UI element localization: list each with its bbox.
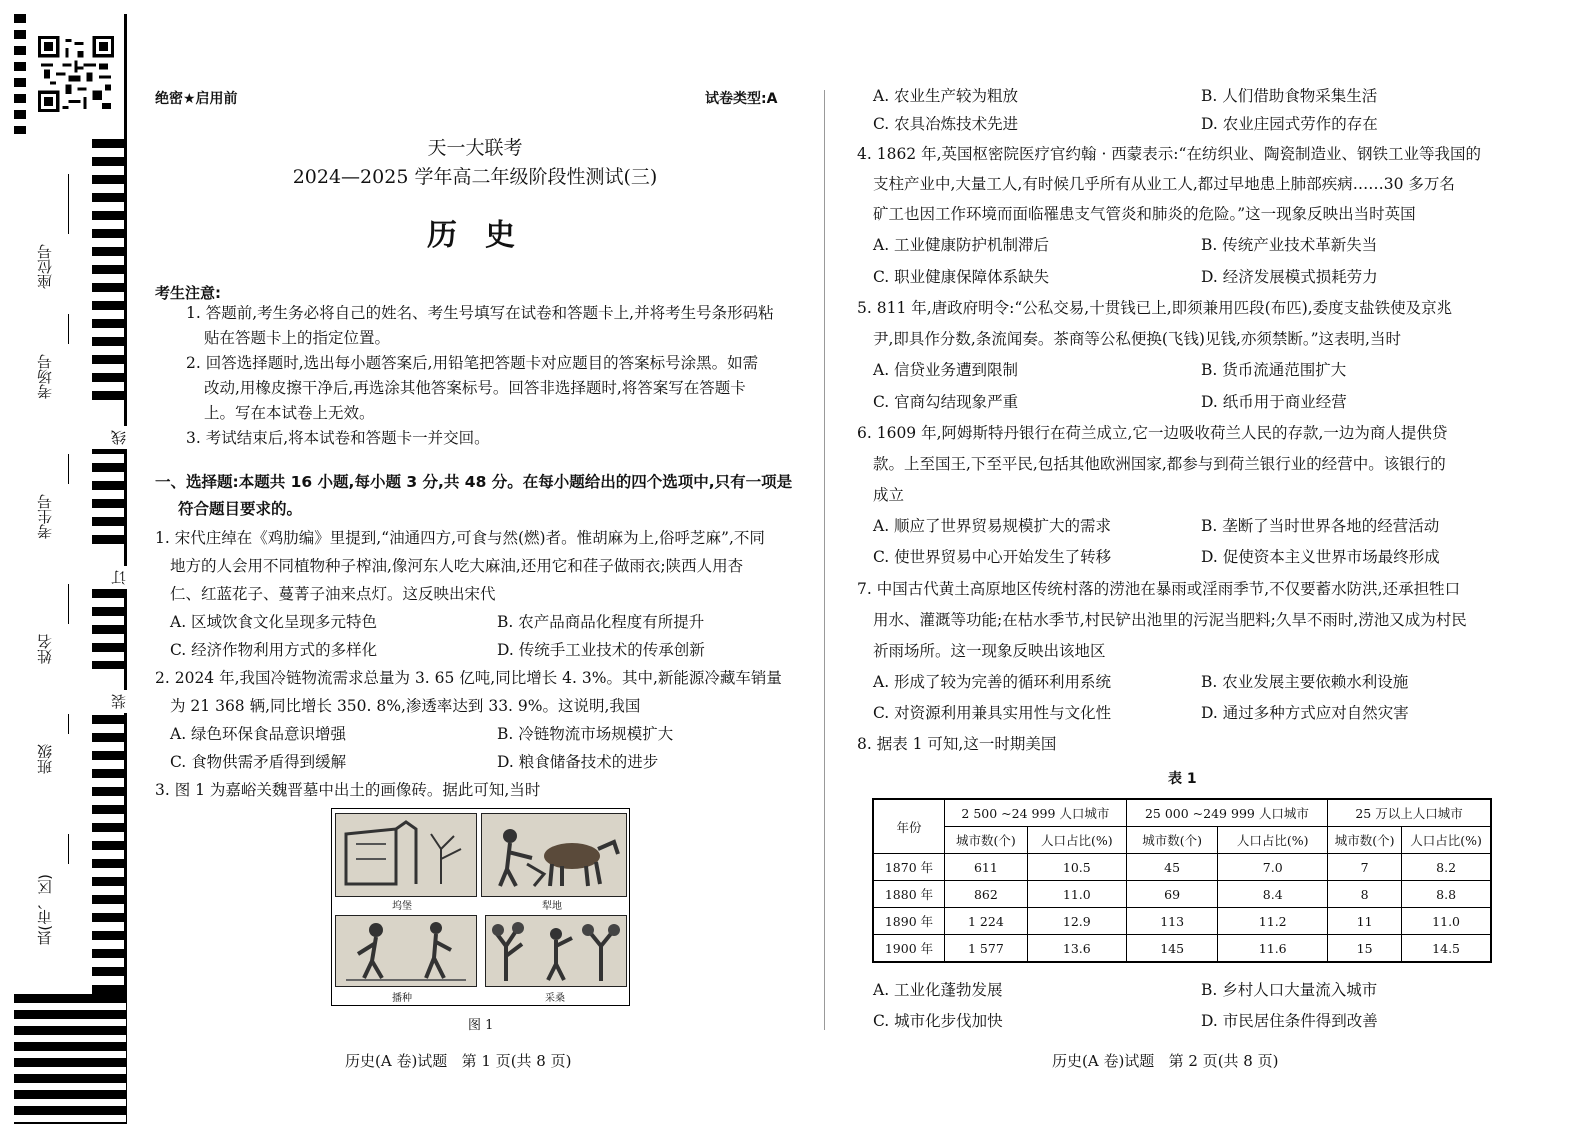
q6-stem: 款。上至国王,下至平民,包括其他欧洲国家,都参与到荷兰银行业的经营中。该银行的 — [873, 455, 1446, 473]
q4-stem: 支柱产业中,大量工人,有时候几乎所有从业工人,都过早地患上肺部疾病……30 多万名 — [873, 175, 1455, 193]
field-label: 考生号 — [36, 494, 54, 539]
notice-line: 贴在答题卡上的指定位置。 — [204, 329, 391, 347]
table-header-year: 年份 — [873, 799, 945, 854]
q8-stem: 8. 据表 1 可知,这一时期美国 — [857, 735, 1057, 753]
brick-painting-fort — [335, 813, 477, 897]
table-cell: 1870 年 — [873, 854, 945, 881]
q8-option-b[interactable]: B. 乡村人口大量流入城市 — [1201, 981, 1378, 999]
table-row — [873, 908, 1491, 935]
q3-option-a[interactable]: A. 农业生产较为粗放 — [873, 87, 1019, 105]
figure-label: 图 1 — [468, 1018, 494, 1033]
table-header-group: 25 000 ~249 999 人口城市 — [1126, 799, 1327, 827]
q7-option-b[interactable]: B. 农业发展主要依赖水利设施 — [1201, 673, 1409, 691]
table-subheader: 城市数(个) — [1328, 827, 1402, 854]
table-cell: 11.0 — [1402, 908, 1491, 935]
field-label: 考场号 — [36, 354, 54, 399]
notice-line: 1. 答题前,考生务必将自己的姓名、考生号填写在试卷和答题卡上,并将考生号条形码粘 — [186, 304, 774, 322]
table-cell: 113 — [1126, 908, 1218, 935]
q8-option-a[interactable]: A. 工业化蓬勃发展 — [873, 981, 1003, 999]
caption-fort: 坞堡 — [392, 901, 412, 912]
table-cell: 7 — [1328, 854, 1402, 881]
q4-option-c[interactable]: C. 职业健康保障体系缺失 — [873, 268, 1050, 286]
page-divider — [824, 90, 825, 1030]
table-subheader: 人口占比(%) — [1402, 827, 1491, 854]
q6-option-b[interactable]: B. 垄断了当时世界各地的经营活动 — [1201, 517, 1440, 535]
class-field[interactable] — [34, 714, 70, 844]
exam-name: 天一大联考 — [427, 137, 523, 159]
q7-stem: 用水、灌溉等功能;在枯水季节,村民铲出池里的污泥当肥料;久旱不雨时,涝池又成为村民 — [873, 611, 1467, 629]
brick-painting-plowing — [481, 813, 627, 897]
bind-word-line: 线 — [108, 426, 129, 449]
q2-option-b[interactable]: B. 冷链物流市场规模扩大 — [497, 725, 674, 743]
confidential-mark: 绝密★启用前 — [155, 91, 238, 107]
table-cell: 1 577 — [945, 935, 1028, 963]
q6-option-c[interactable]: C. 使世界贸易中心开始发生了转移 — [873, 548, 1112, 566]
q1-option-a[interactable]: A. 区域饮食文化呈现多元特色 — [170, 613, 378, 631]
q8-option-c[interactable]: C. 城市化步伐加快 — [873, 1012, 1003, 1030]
seat-number-field[interactable] — [34, 174, 70, 314]
q3-stem: 3. 图 1 为嘉峪关魏晋墓中出土的画像砖。据此可知,当时 — [155, 781, 541, 799]
bind-word-bind: 装 — [108, 690, 129, 713]
table-subheader: 城市数(个) — [1126, 827, 1218, 854]
q7-stem: 祈雨场所。这一现象反映出该地区 — [873, 642, 1106, 660]
q1-option-c[interactable]: C. 经济作物利用方式的多样化 — [170, 641, 378, 659]
table-cell: 45 — [1126, 854, 1218, 881]
notice-line: 2. 回答选择题时,选出每小题答案后,用铅笔把答题卡对应题目的答案标号涂黑。如需 — [186, 354, 759, 372]
table-cell: 11 — [1328, 908, 1402, 935]
q1-stem: 1. 宋代庄绰在《鸡肋编》里提到,“油通四方,可食与然(燃)者。惟胡麻为上,俗呼芝麻”,不同 — [155, 529, 765, 547]
table-cell: 1 224 — [945, 908, 1028, 935]
notice-heading: 考生注意: — [155, 284, 221, 302]
table-cell: 10.5 — [1027, 854, 1126, 881]
q6-stem: 6. 1609 年,阿姆斯特丹银行在荷兰成立,它一边吸收荷兰人民的存款,一边为商人提供贷 — [857, 424, 1448, 442]
q1-stem: 仁、红蓝花子、蔓菁子油来点灯。这反映出宋代 — [170, 585, 496, 603]
table-cell: 611 — [945, 854, 1028, 881]
q4-option-d[interactable]: D. 经济发展模式损耗劳力 — [1201, 268, 1378, 286]
q7-option-a[interactable]: A. 形成了较为完善的循环利用系统 — [873, 673, 1112, 691]
table-title: 表 1 — [1168, 771, 1197, 787]
brick-painting-sowing — [335, 915, 477, 987]
q5-option-a[interactable]: A. 信贷业务遭到限制 — [873, 361, 1019, 379]
q3-option-b[interactable]: B. 人们借助食物采集生活 — [1201, 87, 1378, 105]
q1-option-d[interactable]: D. 传统手工业技术的传承创新 — [497, 641, 705, 659]
table-cell: 1880 年 — [873, 881, 945, 908]
table-cell: 13.6 — [1027, 935, 1126, 963]
table-cell: 8 — [1328, 881, 1402, 908]
q2-option-c[interactable]: C. 食物供需矛盾得到缓解 — [170, 753, 347, 771]
table-cell: 8.4 — [1218, 881, 1328, 908]
qr-code-icon — [38, 36, 114, 112]
q6-option-a[interactable]: A. 顺应了世界贸易规模扩大的需求 — [873, 517, 1112, 535]
table-row — [873, 881, 1491, 908]
q6-option-d[interactable]: D. 促使资本主义世界市场最终形成 — [1201, 548, 1440, 566]
caption-plowing: 犁地 — [542, 901, 562, 912]
table-cell: 69 — [1126, 881, 1218, 908]
q2-stem: 2. 2024 年,我国冷链物流需求总量为 3. 65 亿吨,同比增长 4. 3%。其中,新能源冷藏车销量 — [155, 669, 782, 687]
data-table — [872, 798, 1492, 963]
notice-line: 3. 考试结束后,将本试卷和答题卡一并交回。 — [186, 429, 490, 447]
table-row — [873, 854, 1491, 881]
bind-word-staple: 订 — [108, 566, 129, 589]
section-heading: 一、选择题:本题共 16 小题,每小题 3 分,共 48 分。在每小题给出的四个选项中,只有一项是 — [155, 473, 793, 491]
q2-option-d[interactable]: D. 粮食储备技术的进步 — [497, 753, 659, 771]
table-subheader: 城市数(个) — [945, 827, 1028, 854]
field-label: 姓名 — [36, 634, 54, 664]
q4-option-b[interactable]: B. 传统产业技术革新失当 — [1201, 236, 1378, 254]
q3-option-d[interactable]: D. 农业庄园式劳作的存在 — [1201, 115, 1378, 133]
exam-room-field[interactable] — [34, 314, 70, 444]
binding-strip — [14, 14, 126, 1124]
table-cell: 11.2 — [1218, 908, 1328, 935]
field-label: 班级 — [36, 744, 54, 774]
caption-mulberry: 采桑 — [545, 993, 565, 1004]
q7-option-c[interactable]: C. 对资源利用兼具实用性与文化性 — [873, 704, 1112, 722]
q7-stem: 7. 中国古代黄土高原地区传统村落的涝池在暴雨或淫雨季节,不仅要蓄水防洪,还承担牲口 — [857, 580, 1461, 598]
q5-option-c[interactable]: C. 官商勾结现象严重 — [873, 393, 1019, 411]
q2-stem: 为 21 368 辆,同比增长 350. 8%,渗透率达到 33. 9%。这说明,我国 — [170, 697, 641, 715]
table-cell: 11.0 — [1027, 881, 1126, 908]
table-cell: 1890 年 — [873, 908, 945, 935]
q4-option-a[interactable]: A. 工业健康防护机制滞后 — [873, 236, 1050, 254]
table-cell: 862 — [945, 881, 1028, 908]
table-row — [873, 935, 1491, 963]
field-label: 座位号 — [36, 244, 54, 289]
table-header-group: 2 500 ~24 999 人口城市 — [945, 799, 1127, 827]
table-cell: 14.5 — [1402, 935, 1491, 963]
section-heading-cont: 符合题目要求的。 — [178, 500, 303, 518]
table-cell: 12.9 — [1027, 908, 1126, 935]
q3-option-c[interactable]: C. 农具冶炼技术先进 — [873, 115, 1019, 133]
q4-stem: 4. 1862 年,英国枢密院医疗官约翰 · 西蒙表示:“在纺织业、陶瓷制造业、钢铁工业等我国的 — [857, 145, 1481, 163]
q2-option-a[interactable]: A. 绿色环保食品意识增强 — [170, 725, 347, 743]
q5-option-d[interactable]: D. 纸币用于商业经营 — [1201, 393, 1347, 411]
q5-stem: 尹,即具作分数,条流闻奏。茶商等公私便换(飞钱)见钱,亦须禁断。”这表明,当时 — [873, 330, 1401, 348]
q1-option-b[interactable]: B. 农产品商品化程度有所提升 — [497, 613, 705, 631]
county-field[interactable] — [34, 834, 70, 994]
table-cell: 7.0 — [1218, 854, 1328, 881]
table-cell: 8.2 — [1402, 854, 1491, 881]
brick-painting-mulberry — [485, 915, 627, 987]
footer-left: 历史(A 卷)试题 第 1 页(共 8 页) — [345, 1052, 572, 1070]
caption-sowing: 播种 — [392, 993, 412, 1004]
table-subheader: 人口占比(%) — [1027, 827, 1126, 854]
table-subheader: 人口占比(%) — [1218, 827, 1328, 854]
q6-stem: 成立 — [873, 486, 905, 504]
q5-stem: 5. 811 年,唐政府明令:“公私交易,十贯钱已上,即须兼用匹段(布匹),委度支盐铁使及京兆 — [857, 299, 1453, 317]
candidate-number-field[interactable] — [34, 454, 70, 604]
barcode-bottom — [14, 994, 126, 1124]
table-header-group: 25 万以上人口城市 — [1328, 799, 1491, 827]
footer-right: 历史(A 卷)试题 第 2 页(共 8 页) — [1052, 1052, 1279, 1070]
notice-line: 改动,用橡皮擦干净后,再选涂其他答案标号。回答非选择题时,将答案写在答题卡 — [204, 379, 746, 397]
q8-option-d[interactable]: D. 市民居住条件得到改善 — [1201, 1012, 1378, 1030]
paper-type: 试卷类型:A — [705, 91, 778, 107]
figure-1 — [331, 808, 630, 1006]
table-cell: 11.6 — [1218, 935, 1328, 963]
q7-option-d[interactable]: D. 通过多种方式应对自然灾害 — [1201, 704, 1409, 722]
q5-option-b[interactable]: B. 货币流通范围扩大 — [1201, 361, 1347, 379]
table-cell: 145 — [1126, 935, 1218, 963]
exam-title: 2024—2025 学年高二年级阶段性测试(三) — [292, 166, 658, 188]
field-label: 县(市、区) — [36, 874, 54, 946]
subject-title: 历史 — [427, 218, 543, 253]
table-cell: 15 — [1328, 935, 1402, 963]
table-cell: 8.8 — [1402, 881, 1491, 908]
q4-stem: 矿工也因工作环境而面临罹患支气管炎和肺炎的危险。”这一现象反映出当时英国 — [873, 205, 1416, 223]
table-cell: 1900 年 — [873, 935, 945, 963]
q1-stem: 地方的人会用不同植物种子榨油,像河东人吃大麻油,还用它和荏子做雨衣;陕西人用杏 — [170, 557, 744, 575]
name-field[interactable] — [34, 584, 70, 714]
notice-line: 上。写在本试卷上无效。 — [204, 404, 375, 422]
